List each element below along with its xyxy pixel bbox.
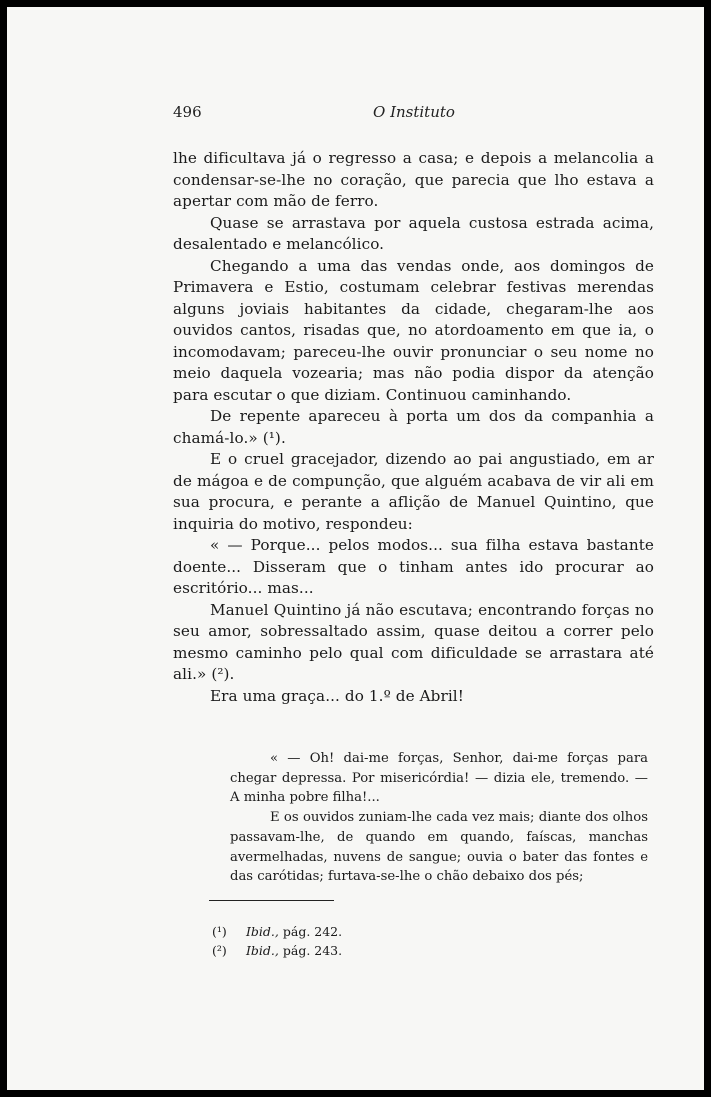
book-page <box>7 7 704 1090</box>
paragraph: Quase se arrastava por aquela custosa estrada acima, desalentado e melancólico. <box>173 213 654 253</box>
paragraph: lhe dificultava já o regresso a casa; e depois a melancolia a condensar-se-lhe no coração, que parecia que lho estava a apertar com mão de ferro. <box>173 149 654 210</box>
paragraph: De repente apareceu à porta um dos da companhia a chamá-lo.» (¹). <box>173 407 654 447</box>
footnote-mark: (¹) <box>212 924 227 939</box>
page-number: 496 <box>173 103 202 121</box>
footnote <box>212 941 342 960</box>
paragraph: Manuel Quintino já não escutava; encontrando forças no seu amor, sobressaltado assim, quase deitou a correr pelo mesmo caminho pelo qual com dificuldade se arrastara até ali.» (²). <box>173 600 654 683</box>
paragraph: E o cruel gracejador, dizendo ao pai angustiado, em ar de mágoa e de compunção, que alguém acabava de vir ali em sua procura, e perante a aflição de Manuel Quintino, que inquiria do motivo, respondeu: <box>173 450 654 533</box>
footnote-divider <box>209 900 334 901</box>
quote-paragraph: « — Oh! dai-me forças, Senhor, dai-me forças para chegar depressa. Por misericórdia! — dizia ele, tremendo. — A minha pobre filha!... <box>230 751 648 806</box>
footnote-text: pág. 242. <box>282 924 343 939</box>
footnotes <box>212 922 342 960</box>
footnote-reference: Ibid., <box>245 924 279 939</box>
footnote-text: pág. 243. <box>282 943 343 958</box>
footnote <box>212 922 342 941</box>
block-quote <box>230 749 648 887</box>
paragraph: Era uma graça... do 1.º de Abril! <box>210 686 464 705</box>
footnote-reference: Ibid., <box>245 943 279 958</box>
quote-paragraph: E os ouvidos zuniam-lhe cada vez mais; diante dos olhos passavam-lhe, de quando em quando, faíscas, manchas avermelhadas, nuvens de sangue; ouvia o bater das fontes e das carótidas; furtava-se-lhe o chão debaixo dos pés; <box>230 810 648 885</box>
main-text <box>173 148 654 707</box>
paragraph: « — Porque... pelos modos... sua filha estava bastante doente... Disseram que o tinham antes ido procurar ao escritório... mas... <box>173 536 654 597</box>
running-title: O Instituto <box>373 103 455 121</box>
paragraph: Chegando a uma das vendas onde, aos domingos de Primavera e Estio, costumam celebrar festivas merendas alguns joviais habitantes da cidade, chegaram-lhe aos ouvidos cantos, risadas que, no atordoamento em que ia, o incomodavam; pareceu-lhe ouvir pronunciar o seu nome no meio daquela vozearia; mas não podia dispor da atenção para escutar o que diziam. Continuou caminhando. <box>173 256 654 404</box>
page-header <box>173 103 627 123</box>
footnote-mark: (²) <box>212 943 227 958</box>
